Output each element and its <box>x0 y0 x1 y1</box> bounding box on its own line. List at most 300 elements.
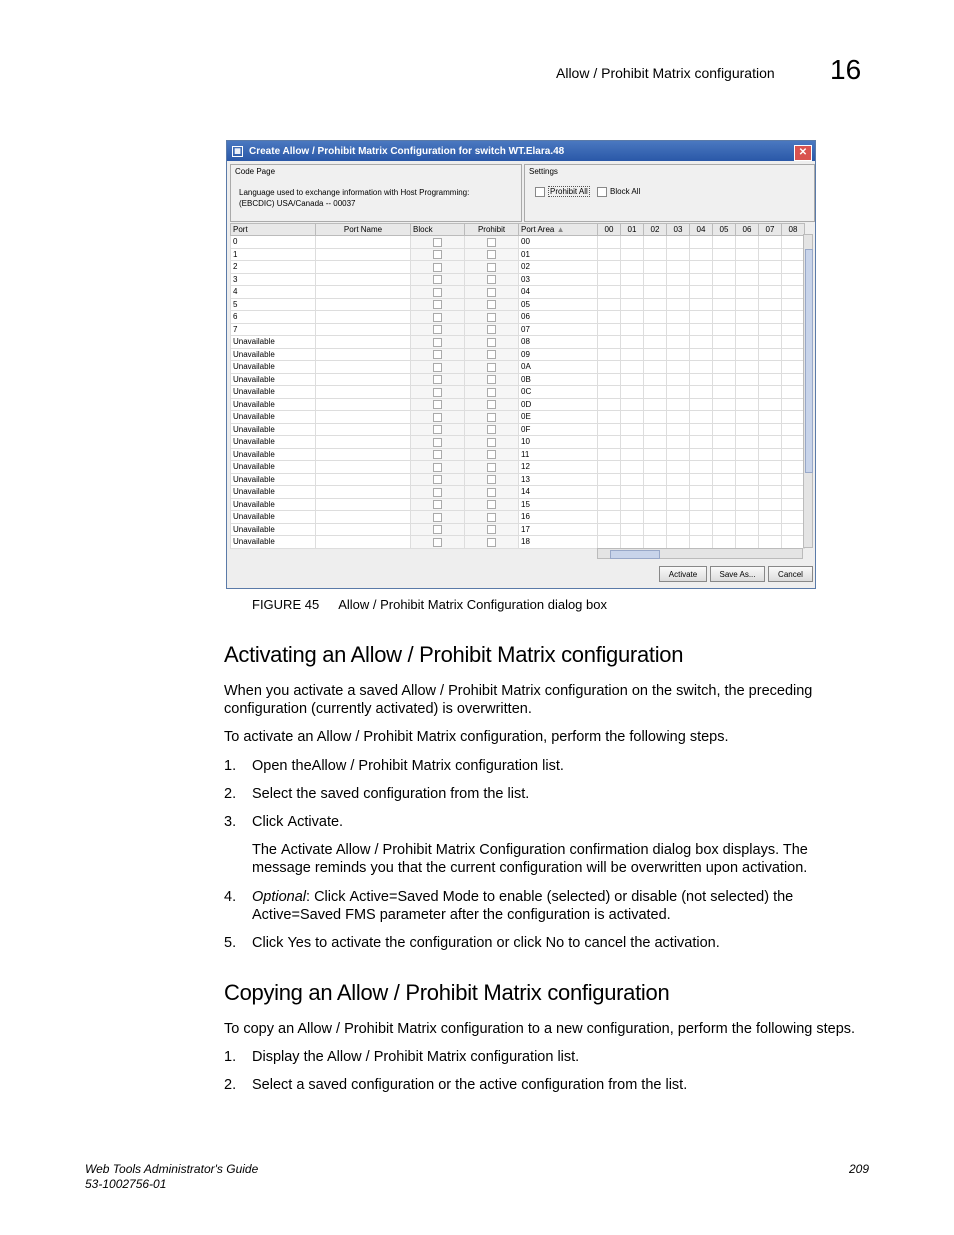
matrix-cell[interactable] <box>782 461 805 474</box>
prohibit-checkbox[interactable] <box>465 373 519 386</box>
table-row[interactable] <box>231 311 805 324</box>
matrix-cell[interactable] <box>782 386 805 399</box>
port-name-cell[interactable] <box>316 236 411 249</box>
matrix-cell[interactable] <box>736 323 759 336</box>
table-row[interactable] <box>231 273 805 286</box>
prohibit-checkbox[interactable] <box>465 248 519 261</box>
matrix-cell[interactable] <box>598 273 621 286</box>
matrix-cell[interactable] <box>644 386 667 399</box>
matrix-cell[interactable] <box>644 448 667 461</box>
matrix-cell[interactable] <box>667 286 690 299</box>
matrix-cell[interactable] <box>736 448 759 461</box>
matrix-cell[interactable] <box>667 298 690 311</box>
block-checkbox[interactable] <box>411 273 465 286</box>
col-area[interactable]: 00 <box>598 224 621 236</box>
matrix-cell[interactable] <box>644 273 667 286</box>
matrix-cell[interactable] <box>782 323 805 336</box>
block-checkbox[interactable] <box>411 286 465 299</box>
port-name-cell[interactable] <box>316 261 411 274</box>
table-row[interactable] <box>231 411 805 424</box>
matrix-cell[interactable] <box>782 498 805 511</box>
matrix-cell[interactable] <box>667 511 690 524</box>
table-row[interactable] <box>231 536 805 549</box>
table-row[interactable] <box>231 436 805 449</box>
close-icon[interactable]: ✕ <box>794 145 812 161</box>
matrix-cell[interactable] <box>598 523 621 536</box>
matrix-cell[interactable] <box>713 486 736 499</box>
matrix-cell[interactable] <box>736 511 759 524</box>
matrix-cell[interactable] <box>690 323 713 336</box>
matrix-cell[interactable] <box>736 386 759 399</box>
matrix-cell[interactable] <box>598 511 621 524</box>
matrix-cell[interactable] <box>690 398 713 411</box>
matrix-cell[interactable] <box>759 311 782 324</box>
matrix-cell[interactable] <box>667 461 690 474</box>
matrix-cell[interactable] <box>736 523 759 536</box>
matrix-cell[interactable] <box>736 436 759 449</box>
matrix-cell[interactable] <box>690 336 713 349</box>
table-row[interactable] <box>231 236 805 249</box>
matrix-cell[interactable] <box>621 398 644 411</box>
matrix-cell[interactable] <box>667 436 690 449</box>
prohibit-checkbox[interactable] <box>465 486 519 499</box>
matrix-cell[interactable] <box>621 473 644 486</box>
prohibit-checkbox[interactable] <box>465 511 519 524</box>
matrix-cell[interactable] <box>736 248 759 261</box>
activate-button[interactable]: Activate <box>659 566 707 582</box>
matrix-cell[interactable] <box>690 373 713 386</box>
matrix-cell[interactable] <box>713 336 736 349</box>
matrix-cell[interactable] <box>690 386 713 399</box>
port-name-cell[interactable] <box>316 298 411 311</box>
matrix-cell[interactable] <box>598 423 621 436</box>
matrix-cell[interactable] <box>598 348 621 361</box>
matrix-cell[interactable] <box>621 248 644 261</box>
table-row[interactable] <box>231 448 805 461</box>
matrix-cell[interactable] <box>759 361 782 374</box>
matrix-cell[interactable] <box>736 311 759 324</box>
matrix-cell[interactable] <box>759 461 782 474</box>
matrix-cell[interactable] <box>736 236 759 249</box>
prohibit-checkbox[interactable] <box>465 286 519 299</box>
matrix-cell[interactable] <box>713 436 736 449</box>
matrix-cell[interactable] <box>713 261 736 274</box>
table-row[interactable] <box>231 523 805 536</box>
matrix-cell[interactable] <box>621 348 644 361</box>
matrix-cell[interactable] <box>759 248 782 261</box>
matrix-cell[interactable] <box>667 473 690 486</box>
matrix-cell[interactable] <box>644 423 667 436</box>
matrix-cell[interactable] <box>598 311 621 324</box>
matrix-cell[interactable] <box>782 348 805 361</box>
matrix-cell[interactable] <box>621 373 644 386</box>
matrix-cell[interactable] <box>644 461 667 474</box>
matrix-cell[interactable] <box>713 273 736 286</box>
matrix-cell[interactable] <box>759 273 782 286</box>
matrix-cell[interactable] <box>690 298 713 311</box>
matrix-cell[interactable] <box>690 348 713 361</box>
cancel-button[interactable]: Cancel <box>768 566 813 582</box>
matrix-cell[interactable] <box>667 423 690 436</box>
block-checkbox[interactable] <box>411 348 465 361</box>
port-name-cell[interactable] <box>316 511 411 524</box>
matrix-cell[interactable] <box>621 261 644 274</box>
matrix-cell[interactable] <box>644 411 667 424</box>
matrix-cell[interactable] <box>736 361 759 374</box>
col-area[interactable]: 07 <box>759 224 782 236</box>
vertical-scrollbar[interactable] <box>803 234 813 548</box>
prohibit-checkbox[interactable] <box>465 461 519 474</box>
matrix-cell[interactable] <box>667 236 690 249</box>
prohibit-checkbox[interactable] <box>465 298 519 311</box>
matrix-cell[interactable] <box>759 448 782 461</box>
matrix-cell[interactable] <box>736 286 759 299</box>
matrix-cell[interactable] <box>690 511 713 524</box>
matrix-cell[interactable] <box>690 286 713 299</box>
matrix-cell[interactable] <box>782 511 805 524</box>
matrix-cell[interactable] <box>736 373 759 386</box>
port-name-cell[interactable] <box>316 486 411 499</box>
save-as-button[interactable]: Save As... <box>710 566 765 582</box>
matrix-cell[interactable] <box>690 473 713 486</box>
prohibit-checkbox[interactable] <box>465 361 519 374</box>
block-checkbox[interactable] <box>411 498 465 511</box>
block-checkbox[interactable] <box>411 536 465 549</box>
matrix-cell[interactable] <box>598 323 621 336</box>
block-checkbox[interactable] <box>411 486 465 499</box>
matrix-cell[interactable] <box>598 486 621 499</box>
table-row[interactable] <box>231 361 805 374</box>
block-checkbox[interactable] <box>411 411 465 424</box>
port-name-cell[interactable] <box>316 436 411 449</box>
prohibit-checkbox[interactable] <box>465 436 519 449</box>
matrix-cell[interactable] <box>598 473 621 486</box>
table-row[interactable] <box>231 298 805 311</box>
port-name-cell[interactable] <box>316 523 411 536</box>
matrix-cell[interactable] <box>598 361 621 374</box>
matrix-cell[interactable] <box>690 436 713 449</box>
matrix-cell[interactable] <box>644 536 667 549</box>
table-row[interactable] <box>231 461 805 474</box>
matrix-cell[interactable] <box>736 486 759 499</box>
col-area[interactable]: 06 <box>736 224 759 236</box>
table-row[interactable] <box>231 373 805 386</box>
matrix-cell[interactable] <box>690 523 713 536</box>
matrix-cell[interactable] <box>782 486 805 499</box>
matrix-cell[interactable] <box>621 448 644 461</box>
matrix-cell[interactable] <box>598 536 621 549</box>
matrix-cell[interactable] <box>782 536 805 549</box>
table-row[interactable] <box>231 398 805 411</box>
col-area[interactable]: 04 <box>690 224 713 236</box>
matrix-cell[interactable] <box>644 373 667 386</box>
prohibit-checkbox[interactable] <box>465 273 519 286</box>
matrix-cell[interactable] <box>782 436 805 449</box>
port-name-cell[interactable] <box>316 386 411 399</box>
matrix-cell[interactable] <box>667 523 690 536</box>
matrix-cell[interactable] <box>736 461 759 474</box>
prohibit-checkbox[interactable] <box>465 323 519 336</box>
matrix-cell[interactable] <box>644 473 667 486</box>
matrix-cell[interactable] <box>713 286 736 299</box>
matrix-cell[interactable] <box>598 336 621 349</box>
matrix-cell[interactable] <box>598 248 621 261</box>
matrix-cell[interactable] <box>621 436 644 449</box>
matrix-cell[interactable] <box>598 298 621 311</box>
table-row[interactable] <box>231 486 805 499</box>
matrix-cell[interactable] <box>690 448 713 461</box>
matrix-cell[interactable] <box>644 436 667 449</box>
matrix-cell[interactable] <box>644 336 667 349</box>
port-name-cell[interactable] <box>316 423 411 436</box>
matrix-cell[interactable] <box>690 498 713 511</box>
matrix-cell[interactable] <box>736 336 759 349</box>
matrix-cell[interactable] <box>621 523 644 536</box>
block-checkbox[interactable] <box>411 236 465 249</box>
matrix-cell[interactable] <box>621 311 644 324</box>
matrix-cell[interactable] <box>644 523 667 536</box>
block-checkbox[interactable] <box>411 261 465 274</box>
matrix-cell[interactable] <box>621 461 644 474</box>
port-name-cell[interactable] <box>316 411 411 424</box>
matrix-cell[interactable] <box>667 498 690 511</box>
matrix-cell[interactable] <box>621 486 644 499</box>
matrix-cell[interactable] <box>690 236 713 249</box>
matrix-cell[interactable] <box>759 236 782 249</box>
matrix-cell[interactable] <box>667 248 690 261</box>
matrix-cell[interactable] <box>598 461 621 474</box>
table-row[interactable] <box>231 498 805 511</box>
matrix-cell[interactable] <box>759 536 782 549</box>
col-port[interactable]: Port <box>231 224 316 236</box>
block-checkbox[interactable] <box>411 511 465 524</box>
matrix-cell[interactable] <box>690 248 713 261</box>
port-name-cell[interactable] <box>316 348 411 361</box>
matrix-cell[interactable] <box>713 411 736 424</box>
port-name-cell[interactable] <box>316 361 411 374</box>
table-row[interactable] <box>231 473 805 486</box>
block-checkbox[interactable] <box>411 336 465 349</box>
col-area[interactable]: 08 <box>782 224 805 236</box>
matrix-cell[interactable] <box>736 498 759 511</box>
port-name-cell[interactable] <box>316 498 411 511</box>
port-name-cell[interactable] <box>316 373 411 386</box>
matrix-cell[interactable] <box>782 298 805 311</box>
col-port-name[interactable]: Port Name <box>316 224 411 236</box>
matrix-cell[interactable] <box>782 286 805 299</box>
port-name-cell[interactable] <box>316 473 411 486</box>
matrix-cell[interactable] <box>759 511 782 524</box>
matrix-cell[interactable] <box>667 348 690 361</box>
matrix-cell[interactable] <box>759 261 782 274</box>
matrix-cell[interactable] <box>736 348 759 361</box>
matrix-cell[interactable] <box>644 486 667 499</box>
matrix-cell[interactable] <box>713 323 736 336</box>
matrix-cell[interactable] <box>713 511 736 524</box>
matrix-cell[interactable] <box>667 398 690 411</box>
block-checkbox[interactable] <box>411 436 465 449</box>
port-name-cell[interactable] <box>316 461 411 474</box>
matrix-cell[interactable] <box>667 323 690 336</box>
matrix-cell[interactable] <box>598 261 621 274</box>
matrix-cell[interactable] <box>759 498 782 511</box>
matrix-cell[interactable] <box>736 423 759 436</box>
matrix-cell[interactable] <box>713 536 736 549</box>
port-name-cell[interactable] <box>316 248 411 261</box>
prohibit-checkbox[interactable] <box>465 448 519 461</box>
table-row[interactable] <box>231 423 805 436</box>
matrix-cell[interactable] <box>667 336 690 349</box>
matrix-cell[interactable] <box>598 286 621 299</box>
matrix-cell[interactable] <box>713 461 736 474</box>
matrix-cell[interactable] <box>713 248 736 261</box>
col-area[interactable]: 03 <box>667 224 690 236</box>
prohibit-checkbox[interactable] <box>465 336 519 349</box>
block-checkbox[interactable] <box>411 386 465 399</box>
matrix-cell[interactable] <box>644 311 667 324</box>
matrix-cell[interactable] <box>690 486 713 499</box>
matrix-cell[interactable] <box>690 311 713 324</box>
port-name-cell[interactable] <box>316 398 411 411</box>
matrix-cell[interactable] <box>713 348 736 361</box>
matrix-cell[interactable] <box>644 498 667 511</box>
matrix-cell[interactable] <box>782 473 805 486</box>
matrix-cell[interactable] <box>782 336 805 349</box>
matrix-cell[interactable] <box>598 373 621 386</box>
matrix-cell[interactable] <box>667 536 690 549</box>
matrix-cell[interactable] <box>759 436 782 449</box>
matrix-cell[interactable] <box>644 286 667 299</box>
matrix-cell[interactable] <box>690 411 713 424</box>
matrix-cell[interactable] <box>736 273 759 286</box>
prohibit-checkbox[interactable] <box>465 261 519 274</box>
matrix-cell[interactable] <box>667 448 690 461</box>
block-checkbox[interactable] <box>411 361 465 374</box>
table-row[interactable] <box>231 336 805 349</box>
prohibit-checkbox[interactable] <box>465 498 519 511</box>
port-name-cell[interactable] <box>316 286 411 299</box>
matrix-cell[interactable] <box>598 236 621 249</box>
matrix-cell[interactable] <box>759 411 782 424</box>
matrix-cell[interactable] <box>759 473 782 486</box>
block-checkbox[interactable] <box>411 248 465 261</box>
matrix-cell[interactable] <box>667 486 690 499</box>
matrix-cell[interactable] <box>759 336 782 349</box>
matrix-cell[interactable] <box>782 273 805 286</box>
prohibit-checkbox[interactable] <box>465 523 519 536</box>
matrix-cell[interactable] <box>759 323 782 336</box>
matrix-cell[interactable] <box>598 448 621 461</box>
col-area[interactable]: 05 <box>713 224 736 236</box>
matrix-table[interactable] <box>230 223 805 549</box>
matrix-cell[interactable] <box>621 498 644 511</box>
block-checkbox[interactable] <box>411 448 465 461</box>
matrix-cell[interactable] <box>644 398 667 411</box>
matrix-cell[interactable] <box>690 536 713 549</box>
matrix-cell[interactable] <box>782 423 805 436</box>
matrix-cell[interactable] <box>644 248 667 261</box>
matrix-cell[interactable] <box>667 311 690 324</box>
matrix-cell[interactable] <box>713 311 736 324</box>
matrix-cell[interactable] <box>782 236 805 249</box>
prohibit-checkbox[interactable] <box>465 398 519 411</box>
col-prohibit[interactable]: Prohibit <box>465 224 519 236</box>
matrix-cell[interactable] <box>667 373 690 386</box>
horizontal-scrollbar[interactable] <box>597 548 803 559</box>
matrix-cell[interactable] <box>713 523 736 536</box>
table-row[interactable] <box>231 511 805 524</box>
matrix-cell[interactable] <box>644 298 667 311</box>
matrix-cell[interactable] <box>736 473 759 486</box>
matrix-cell[interactable] <box>644 511 667 524</box>
matrix-cell[interactable] <box>759 286 782 299</box>
matrix-cell[interactable] <box>644 236 667 249</box>
prohibit-checkbox[interactable] <box>465 411 519 424</box>
matrix-cell[interactable] <box>759 373 782 386</box>
col-area[interactable]: 01 <box>621 224 644 236</box>
block-checkbox[interactable] <box>411 311 465 324</box>
port-name-cell[interactable] <box>316 323 411 336</box>
matrix-cell[interactable] <box>621 323 644 336</box>
prohibit-checkbox[interactable] <box>465 386 519 399</box>
matrix-cell[interactable] <box>667 273 690 286</box>
prohibit-checkbox[interactable] <box>465 348 519 361</box>
table-row[interactable] <box>231 261 805 274</box>
prohibit-checkbox[interactable] <box>465 473 519 486</box>
matrix-cell[interactable] <box>621 286 644 299</box>
matrix-cell[interactable] <box>782 411 805 424</box>
matrix-cell[interactable] <box>621 411 644 424</box>
matrix-cell[interactable] <box>621 298 644 311</box>
matrix-cell[interactable] <box>644 323 667 336</box>
matrix-cell[interactable] <box>782 448 805 461</box>
matrix-cell[interactable] <box>621 511 644 524</box>
matrix-cell[interactable] <box>621 273 644 286</box>
matrix-cell[interactable] <box>690 273 713 286</box>
matrix-cell[interactable] <box>736 298 759 311</box>
matrix-cell[interactable] <box>713 373 736 386</box>
col-port-area[interactable]: Port Area ▲ <box>519 224 598 236</box>
block-checkbox[interactable] <box>411 398 465 411</box>
matrix-cell[interactable] <box>782 248 805 261</box>
matrix-cell[interactable] <box>713 236 736 249</box>
block-checkbox[interactable] <box>411 373 465 386</box>
prohibit-checkbox[interactable] <box>465 536 519 549</box>
col-block[interactable]: Block <box>411 224 465 236</box>
table-row[interactable] <box>231 348 805 361</box>
matrix-cell[interactable] <box>759 423 782 436</box>
matrix-cell[interactable] <box>713 386 736 399</box>
matrix-cell[interactable] <box>621 236 644 249</box>
matrix-cell[interactable] <box>621 536 644 549</box>
matrix-cell[interactable] <box>690 361 713 374</box>
prohibit-all-checkbox[interactable]: Prohibit All <box>535 187 590 197</box>
matrix-cell[interactable] <box>736 411 759 424</box>
block-all-checkbox[interactable]: Block All <box>597 187 640 197</box>
matrix-cell[interactable] <box>598 411 621 424</box>
matrix-cell[interactable] <box>598 498 621 511</box>
matrix-cell[interactable] <box>759 398 782 411</box>
matrix-cell[interactable] <box>713 361 736 374</box>
matrix-cell[interactable] <box>667 361 690 374</box>
matrix-cell[interactable] <box>598 436 621 449</box>
matrix-cell[interactable] <box>713 423 736 436</box>
port-name-cell[interactable] <box>316 536 411 549</box>
block-checkbox[interactable] <box>411 298 465 311</box>
matrix-cell[interactable] <box>759 386 782 399</box>
matrix-cell[interactable] <box>621 336 644 349</box>
matrix-cell[interactable] <box>713 498 736 511</box>
